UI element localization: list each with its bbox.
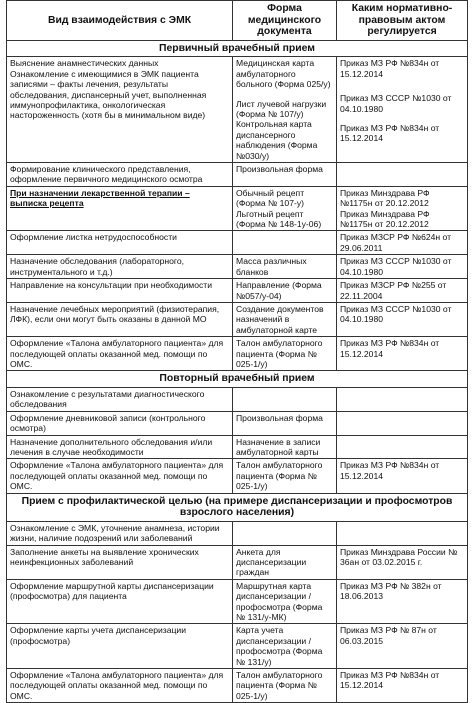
table-row: [7, 459, 468, 493]
table-row: [7, 186, 468, 231]
cell-regulation: Приказ МЗ РФ №834н от 15.12.2014: [337, 669, 468, 703]
cell-regulation: Приказ МЗ РФ № 87н от 06.03.2015: [337, 624, 468, 669]
cell-regulation: Приказ МЗ СССР №1030 от 04.10.1980: [337, 302, 468, 336]
table-row: [7, 163, 468, 187]
emk-table: [6, 0, 468, 703]
cell-interaction: Формирование клинического представления, оформление первичного медицинского осмотра: [7, 163, 233, 187]
cell-interaction: Оформление «Талона амбулаторного пациента» для последующей оплаты оказанной мед. помощи по ОМС.: [7, 337, 233, 371]
cell-interaction: Назначение дополнительного обследования и/или лечения в случае необходимости: [7, 435, 233, 459]
cell-document: Талон амбулаторного пациента (Форма № 025-1/у): [233, 459, 337, 493]
cell-interaction: Направление на консультации при необходимости: [7, 279, 233, 303]
cell-regulation: [337, 387, 468, 411]
cell-document: Маршрутная карта диспансеризации / профосмотра (Форма № 131/у-МК): [233, 579, 337, 624]
cell-document: Карта учета диспансеризации / профосмотра (Форма № 131/у): [233, 624, 337, 669]
cell-document: Направление (Форма №057/у-04): [233, 279, 337, 303]
cell-regulation: Приказ МЗ РФ № 382н от 18.06.2013: [337, 579, 468, 624]
cell-document: Талон амбулаторного пациента (Форма № 025-1/у): [233, 337, 337, 371]
cell-regulation: [337, 521, 468, 545]
table-row: [7, 302, 468, 336]
cell-regulation: Приказ МЗ РФ №834н от 15.12.2014 Приказ МЗ СССР №1030 от 04.10.1980 Приказ МЗ РФ №834н от 15.12.2014: [337, 57, 468, 163]
cell-interaction: Ознакомление с ЭМК, уточнение анамнеза, истории жизни, наличие подозрений или заболеваний: [7, 521, 233, 545]
cell-interaction: Оформление маршрутной карты диспансеризации (профосмотра) для пациента: [7, 579, 233, 624]
header-regulation: Каким нормативно-правовым актом регулируется: [337, 1, 468, 41]
cell-interaction: Заполнение анкеты на выявление хронических неинфекционных заболеваний: [7, 545, 233, 579]
cell-regulation: Приказ МЗ РФ №834н от 15.12.2014: [337, 459, 468, 493]
cell-regulation: [337, 411, 468, 435]
cell-regulation: Приказ МЗСР РФ №255 от 22.11.2004: [337, 279, 468, 303]
cell-document: Медицинская карта амбулаторного больного (Форма 025/у) Лист лучевой нагрузки (Форма № 107/у) Контрольная карта диспансерного наблюдения (Форма №030/у): [233, 57, 337, 163]
table-row: [7, 57, 468, 163]
cell-document: Произвольная форма: [233, 411, 337, 435]
cell-document: Анкета для диспансеризации граждан: [233, 545, 337, 579]
table-row: [7, 411, 468, 435]
table-row: [7, 669, 468, 703]
cell-regulation: [337, 163, 468, 187]
cell-regulation: Приказ Минздрава РФ №1175н от 20.12.2012 Приказ Минздрава РФ №1175н от 20.12.2012: [337, 186, 468, 231]
cell-document: Талон амбулаторного пациента (Форма № 025-1/у): [233, 669, 337, 703]
cell-interaction: Оформление карты учета диспансеризации (профосмотра): [7, 624, 233, 669]
cell-regulation: [337, 435, 468, 459]
document-page: [6, 0, 467, 703]
header-document-form: Форма медицинского документа: [233, 1, 337, 41]
table-row: [7, 435, 468, 459]
cell-document: Масса различных бланков: [233, 255, 337, 279]
cell-interaction: Оформление «Талона амбулаторного пациента» для последующей оплаты оказанной мед. помощи по ОМС.: [7, 459, 233, 493]
cell-document: Произвольная форма: [233, 163, 337, 187]
cell-interaction: Назначение лечебных мероприятий (физиотерапия, ЛФК), если они могут быть оказаны в данной МО: [7, 302, 233, 336]
cell-regulation: Приказ МЗСР РФ №624н от 29.06.2011: [337, 231, 468, 255]
section-row: [7, 40, 468, 57]
section-row: [7, 493, 468, 521]
cell-document: Создание документов назначений в амбулаторной карте: [233, 302, 337, 336]
table-row: [7, 337, 468, 371]
table-row: [7, 545, 468, 579]
section-title: Прием с профилактической целью (на примере диспансеризации и профосмотров взрослого населения): [7, 493, 468, 521]
cell-interaction: При назначении лекарственной терапии – выписка рецепта: [7, 186, 233, 231]
table-row: [7, 231, 468, 255]
cell-regulation: Приказ МЗ РФ №834н от 15.12.2014: [337, 337, 468, 371]
section-title: Повторный врачебный прием: [7, 371, 468, 388]
cell-document: [233, 521, 337, 545]
cell-regulation: Приказ МЗ СССР №1030 от 04.10.1980: [337, 255, 468, 279]
cell-document: Назначение в записи амбулаторной карты: [233, 435, 337, 459]
cell-interaction: Назначение обследования (лабораторного, инструментального и т.д.): [7, 255, 233, 279]
cell-regulation: Приказ Минздрава России № 36ан от 03.02.2015 г.: [337, 545, 468, 579]
cell-interaction: Оформление дневниковой записи (контрольного осмотра): [7, 411, 233, 435]
cell-interaction: Ознакомление с результатами диагностического обследования: [7, 387, 233, 411]
table-row: [7, 579, 468, 624]
table-row: [7, 279, 468, 303]
table-row: [7, 624, 468, 669]
cell-interaction: Выяснение анамнестических данных Ознакомление с имеющимися в ЭМК пациента записями – факты лечения, результаты обследования, диспансерный учет, выполненная иммунопрофилактика, онкологическая настороженность (хотя бы в минимальном виде): [7, 57, 233, 163]
header-interaction-type: Вид взаимодействия с ЭМК: [7, 1, 233, 41]
cell-document: Обычный рецепт (Форма № 107-у) Льготный рецепт (Форма № 148-1у-06): [233, 186, 337, 231]
table-row: [7, 387, 468, 411]
section-row: [7, 371, 468, 388]
cell-interaction: Оформление «Талона амбулаторного пациента» для последующей оплаты оказанной мед. помощи по ОМС.: [7, 669, 233, 703]
cell-document: [233, 231, 337, 255]
cell-document: [233, 387, 337, 411]
table-row: [7, 255, 468, 279]
header-row: [7, 1, 468, 41]
section-title: Первичный врачебный прием: [7, 40, 468, 57]
cell-interaction: Оформление листка нетрудоспособности: [7, 231, 233, 255]
table-row: [7, 521, 468, 545]
